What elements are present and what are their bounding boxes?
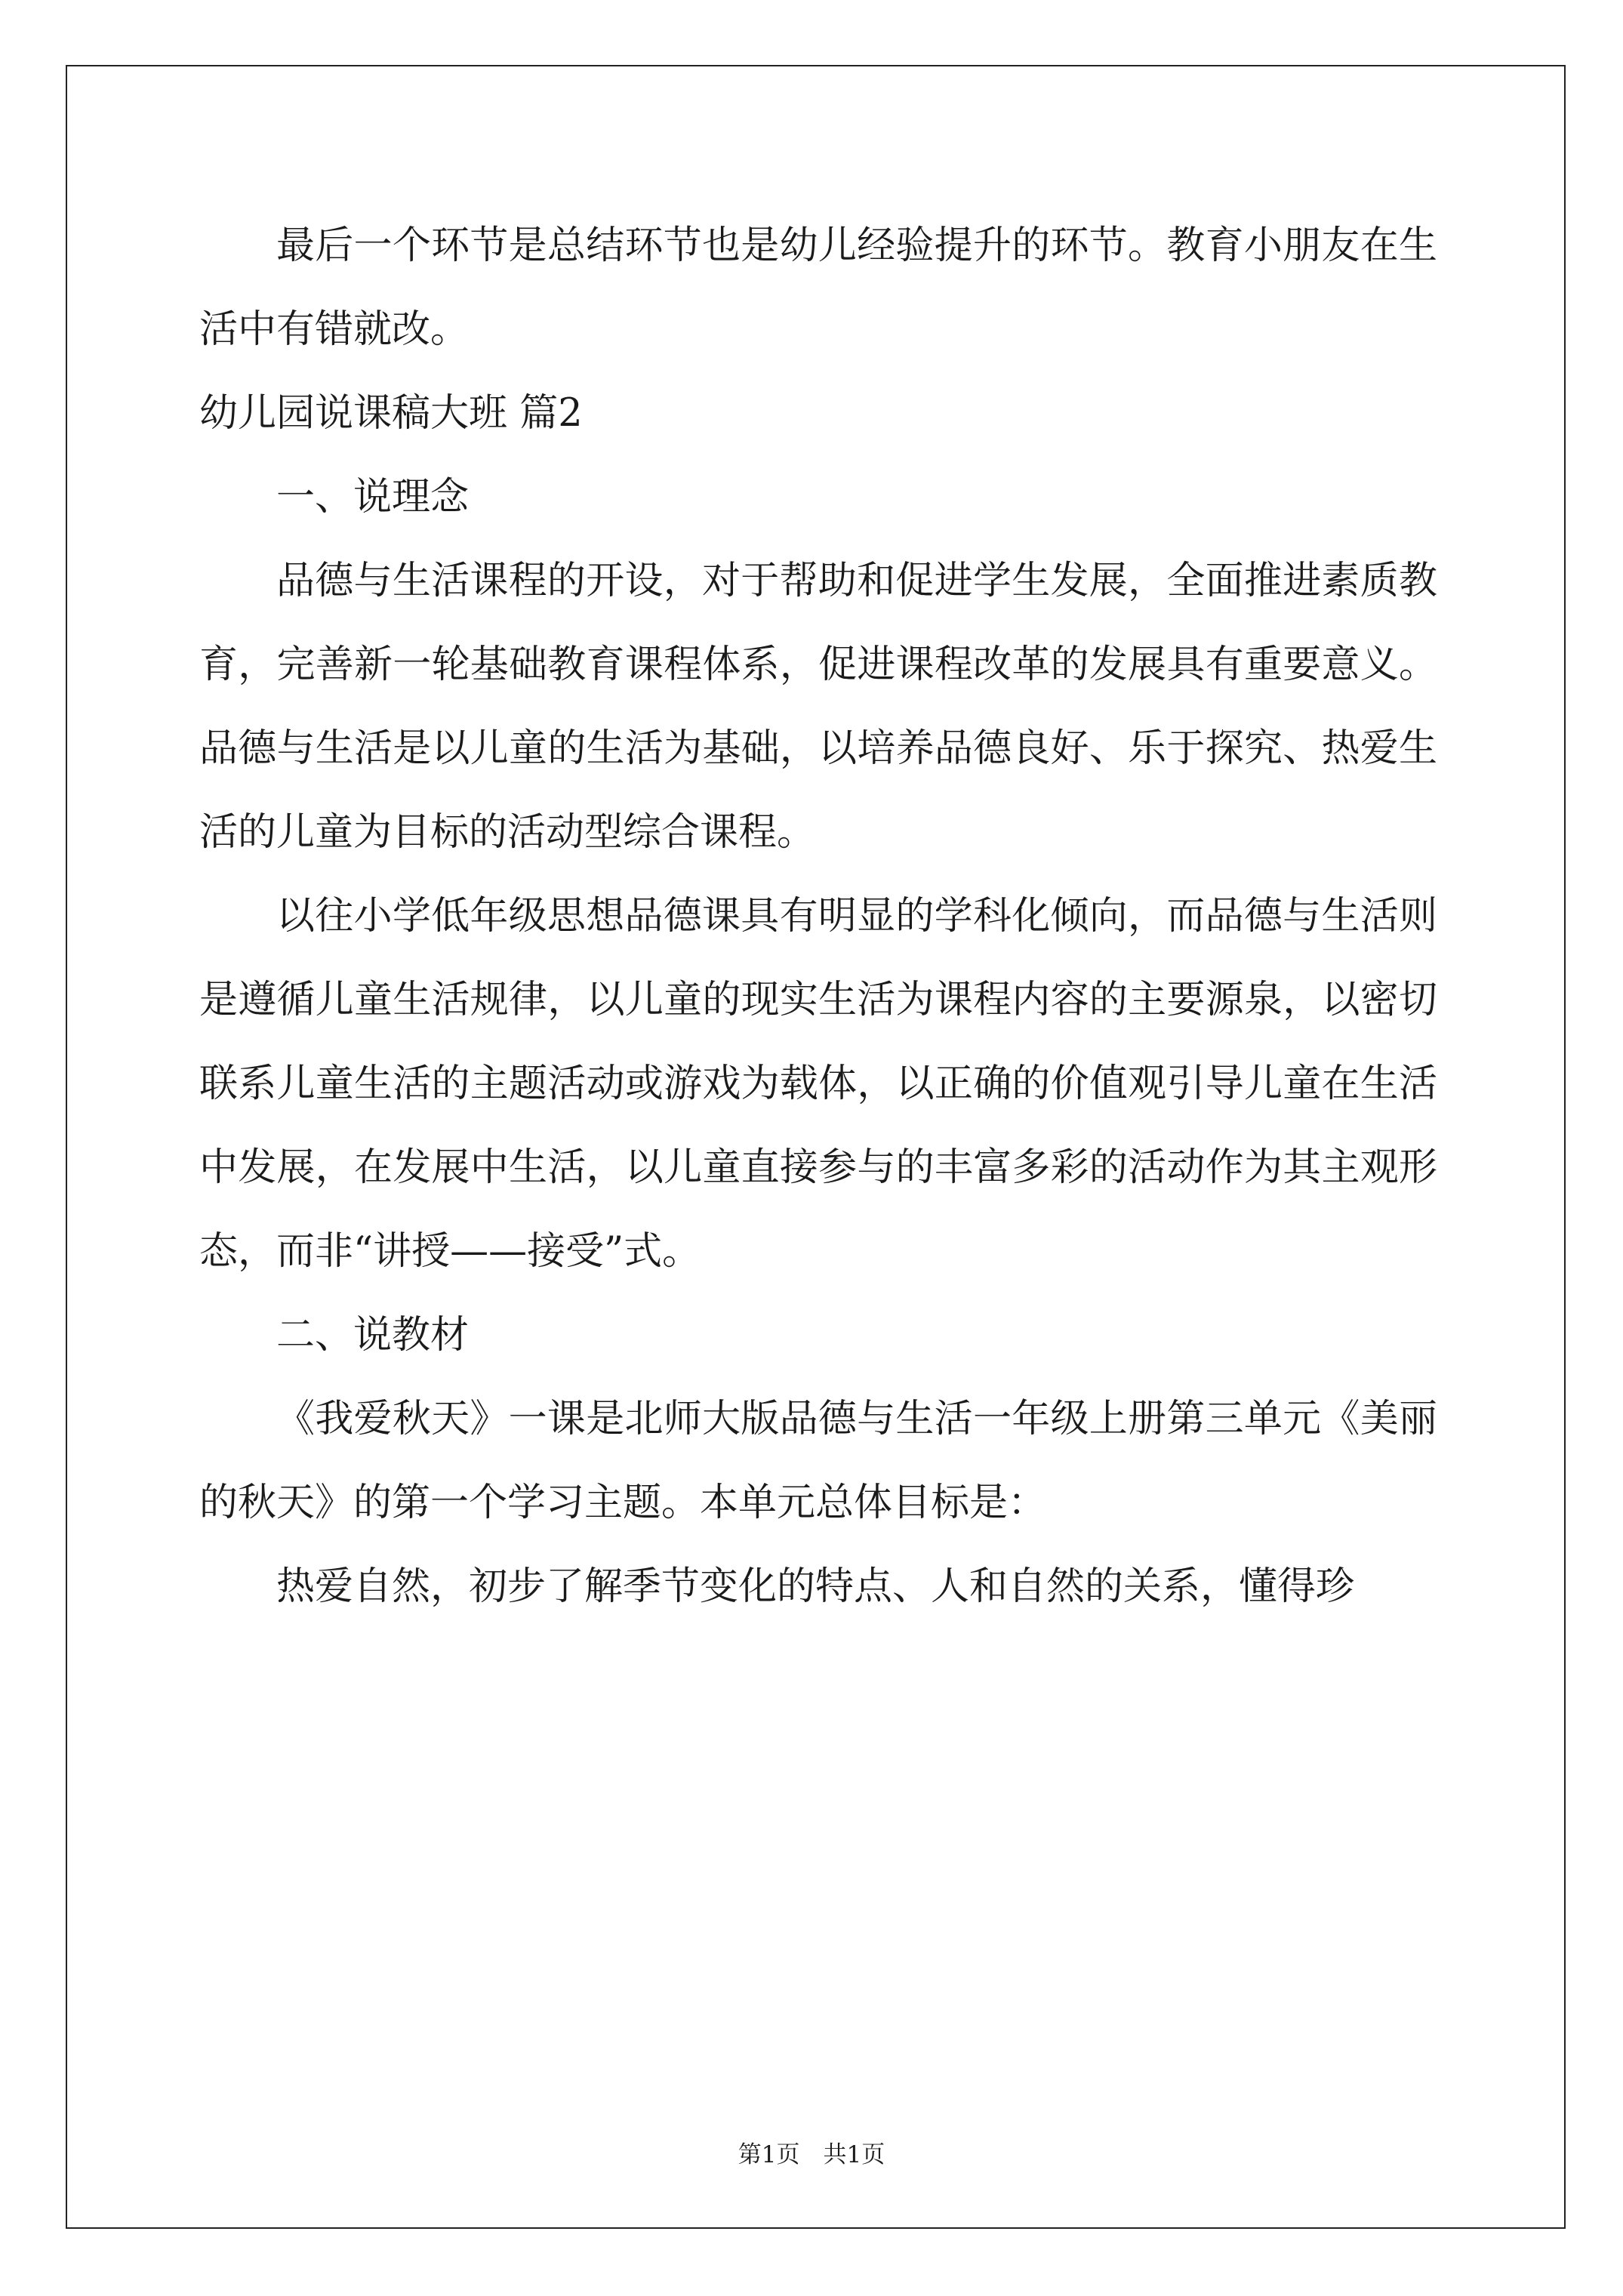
article-heading: 幼儿园说课稿大班 篇2 — [199, 391, 583, 436]
page-footer: 第1页 共1页 — [738, 2141, 885, 2168]
document-body — [199, 204, 1437, 1629]
section-heading-material: 二、说教材 — [276, 1313, 470, 1358]
paragraph-concept-1: 品德与生活课程的开设，对于帮助和促进学生发展，全面推进素质教育，完善新一轮基础教育课程体系，促进课程改革的发展具有重要意义。品德与生活是以儿童的生活为基础，以培养品德良好、乐于探究、热爱生活的儿童为目标的活动型综合课程。 — [199, 559, 1437, 855]
paragraph-material-1: 《我爱秋天》一课是北师大版品德与生活一年级上册第三单元《美丽的秋天》的第一个学习主题。本单元总体目标是： — [199, 1397, 1437, 1525]
paragraph-summary: 最后一个环节是总结环节也是幼儿经验提升的环节。教育小朋友在生活中有错就改。 — [199, 223, 1437, 352]
paragraph-material-2: 热爱自然，初步了解季节变化的特点、人和自然的关系，懂得珍 — [276, 1564, 1355, 1609]
section-heading-concept: 一、说理念 — [276, 475, 470, 519]
paragraph-concept-2: 以往小学低年级思想品德课具有明显的学科化倾向，而品德与生活则是遵循儿童生活规律，以儿童的现实生活为课程内容的主要源泉，以密切联系儿童生活的主题活动或游戏为载体，以正确的价值观引导儿童在生活中发展，在发展中生活，以儿童直接参与的丰富多彩的活动作为其主观形态，而非“讲授——接受”式。 — [199, 894, 1437, 1274]
